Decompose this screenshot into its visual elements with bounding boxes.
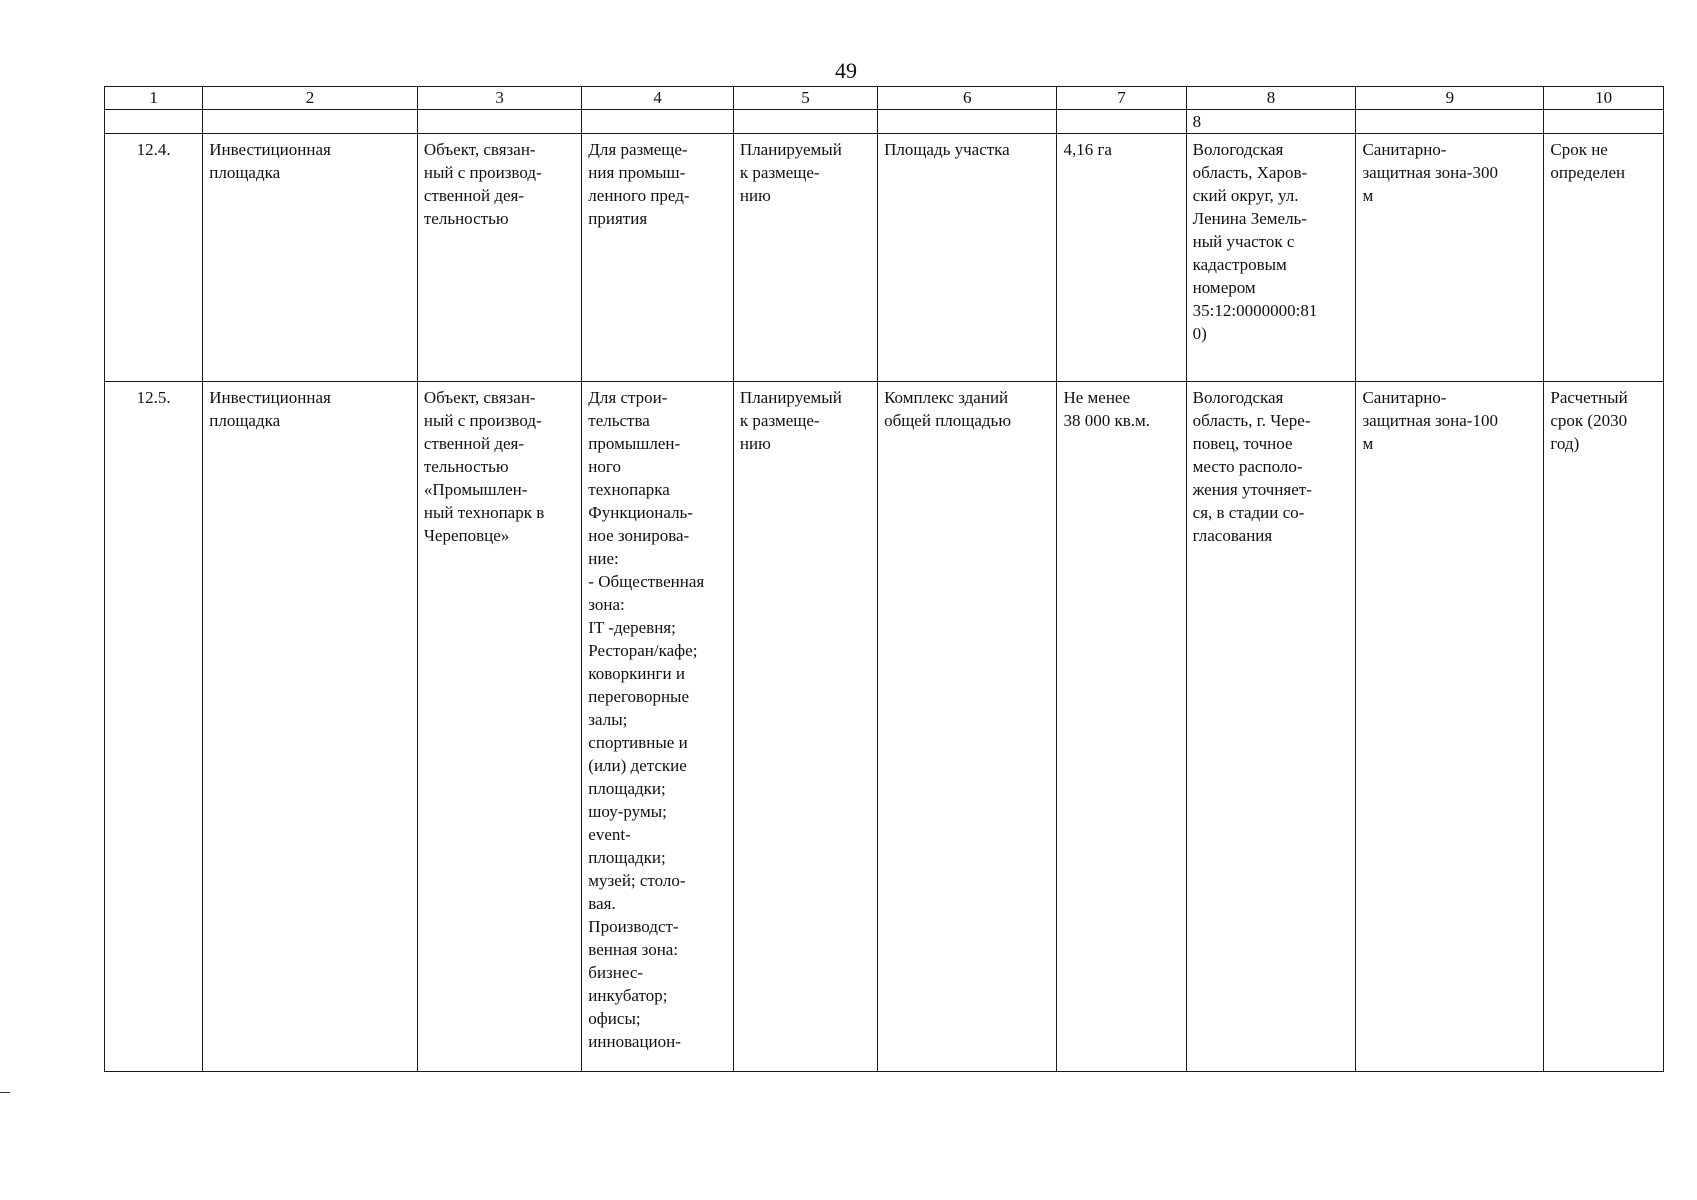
column-header: 7	[1057, 87, 1186, 110]
parameter-cell: Комплекс зданий общей площадью	[878, 382, 1057, 1072]
table-row	[105, 382, 1664, 1072]
column-header: 10	[1544, 87, 1664, 110]
zone-cell: Санитарно- защитная зона-300 м	[1356, 134, 1544, 382]
subheader-cell	[203, 110, 418, 134]
subheader-cell	[1356, 110, 1544, 134]
table-row	[105, 134, 1664, 382]
margin-mark	[0, 1092, 10, 1093]
column-header: 2	[203, 87, 418, 110]
location-cell: Вологодская область, Харов- ский округ, ул. Ленина Земель- ный участок с кадастровым номером 35:12:0000000:81 0)	[1186, 134, 1356, 382]
column-number-row	[105, 87, 1664, 110]
subheader-cell	[1057, 110, 1186, 134]
parameter-cell: Площадь участка	[878, 134, 1057, 382]
value-cell: Не менее 38 000 кв.м.	[1057, 382, 1186, 1072]
row-number-cell: 12.5.	[105, 382, 203, 1072]
term-cell: Срок не определен	[1544, 134, 1664, 382]
object-purpose-cell: Объект, связан- ный с производ- ственной дея- тельностью «Промышлен- ный технопарк в Череповце»	[417, 382, 581, 1072]
object-type-cell: Инвестиционная площадка	[203, 134, 418, 382]
subheader-cell: 8	[1186, 110, 1356, 134]
description-cell: Для размеще- ния промыш- ленного пред- приятия	[582, 134, 734, 382]
subheader-row	[105, 110, 1664, 134]
value-cell: 4,16 га	[1057, 134, 1186, 382]
column-header: 8	[1186, 87, 1356, 110]
subheader-cell	[878, 110, 1057, 134]
subheader-cell	[1544, 110, 1664, 134]
subheader-cell	[105, 110, 203, 134]
object-type-cell: Инвестиционная площадка	[203, 382, 418, 1072]
column-header: 1	[105, 87, 203, 110]
object-purpose-cell: Объект, связан- ный с производ- ственной дея- тельностью	[417, 134, 581, 382]
column-header: 9	[1356, 87, 1544, 110]
status-cell: Планируемый к размеще- нию	[733, 134, 877, 382]
column-header: 3	[417, 87, 581, 110]
data-table	[104, 86, 1664, 1072]
column-header: 5	[733, 87, 877, 110]
subheader-cell	[733, 110, 877, 134]
status-cell: Планируемый к размеще- нию	[733, 382, 877, 1072]
term-cell: Расчетный срок (2030 год)	[1544, 382, 1664, 1072]
location-cell: Вологодская область, г. Чере- повец, точное место располо- жения уточняет- ся, в стадии со- гласования	[1186, 382, 1356, 1072]
description-cell: Для строи- тельства промышлен- ного технопарка Функциональ- ное зонирова- ние: - Общественная зона: IT -деревня; Ресторан/кафе; коворкинги и переговорные залы; спортивные и (или) детские площадки; шоу-румы; event- площадки; музей; столо- вая. Производст- венная зона: бизнес- инкубатор; офисы; инновацион-	[582, 382, 734, 1072]
column-header: 4	[582, 87, 734, 110]
row-number-cell: 12.4.	[105, 134, 203, 382]
subheader-cell	[417, 110, 581, 134]
column-header: 6	[878, 87, 1057, 110]
subheader-cell	[582, 110, 734, 134]
page-number: 49	[835, 58, 857, 83]
zone-cell: Санитарно- защитная зона-100 м	[1356, 382, 1544, 1072]
